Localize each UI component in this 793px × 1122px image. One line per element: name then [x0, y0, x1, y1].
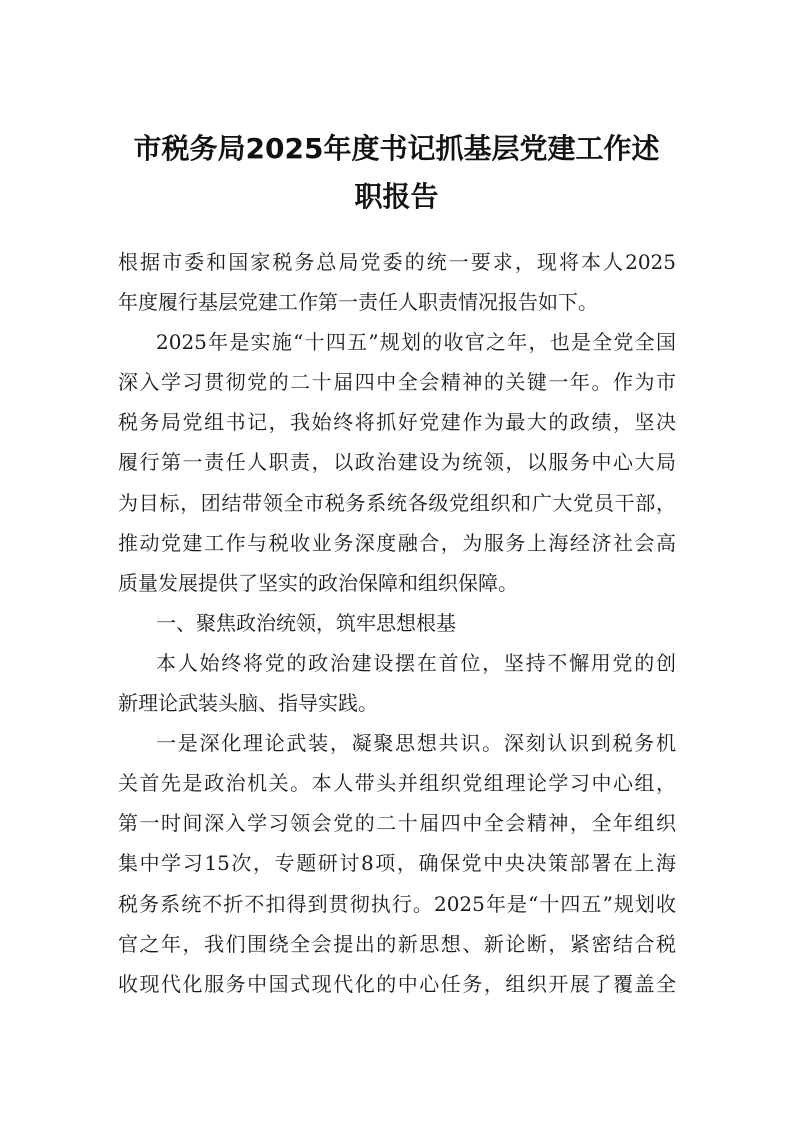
text-line: 深入学习贯彻党的二十届四中全会精神的关键一年。作为市 — [118, 370, 676, 395]
paragraph — [118, 245, 676, 325]
paragraph — [118, 726, 676, 1007]
paragraph — [118, 325, 676, 606]
text-line: 收现代化服务中国式现代化的中心任务，组织开展了覆盖全 — [118, 971, 676, 996]
text-line: 一是深化理论武装，凝聚思想共识。深刻认识到税务机 — [156, 731, 676, 756]
text-line: 一、聚焦政治统领，筑牢思想根基 — [156, 610, 456, 635]
document-title-line-1: 市税务局2025年度书记抓基层党建工作述 — [133, 132, 660, 165]
text-line: 履行第一责任人职责，以政治建设为统领，以服务中心大局 — [118, 450, 676, 475]
text-line: 税务系统不折不扣得到贯彻执行。2025年是“十四五”规划收 — [118, 891, 676, 916]
text-line: 税务局党组书记，我始终将抓好党建作为最大的政绩，坚决 — [118, 410, 676, 435]
text-line: 推动党建工作与税收业务深度融合，为服务上海经济社会高 — [118, 530, 676, 555]
text-line: 集中学习15次，专题研讨8项，确保党中央决策部署在上海 — [118, 851, 676, 876]
paragraph — [118, 646, 676, 726]
text-line: 第一时间深入学习领会党的二十届四中全会精神，全年组织 — [118, 811, 676, 836]
text-line: 根据市委和国家税务总局党委的统一要求，现将本人2025 — [118, 250, 676, 274]
document-body — [118, 245, 676, 1007]
text-line: 官之年，我们围绕全会提出的新思想、新论断，紧密结合税 — [118, 931, 676, 956]
text-line: 关首先是政治机关。本人带头并组织党组理论学习中心组， — [118, 771, 676, 796]
document-title-line-2: 职报告 — [354, 180, 439, 213]
text-line: 新理论武装头脑、指导实践。 — [118, 691, 378, 716]
paragraph — [118, 606, 676, 646]
text-line: 年度履行基层党建工作第一责任人职责情况报告如下。 — [118, 290, 598, 315]
text-line: 2025年是实施“十四五”规划的收官之年，也是全党全国 — [156, 330, 676, 355]
text-line: 质量发展提供了坚实的政治保障和组织保障。 — [118, 570, 518, 595]
text-line: 为目标，团结带领全市税务系统各级党组织和广大党员干部， — [118, 490, 676, 515]
text-line: 本人始终将党的政治建设摆在首位，坚持不懈用党的创 — [156, 650, 676, 675]
